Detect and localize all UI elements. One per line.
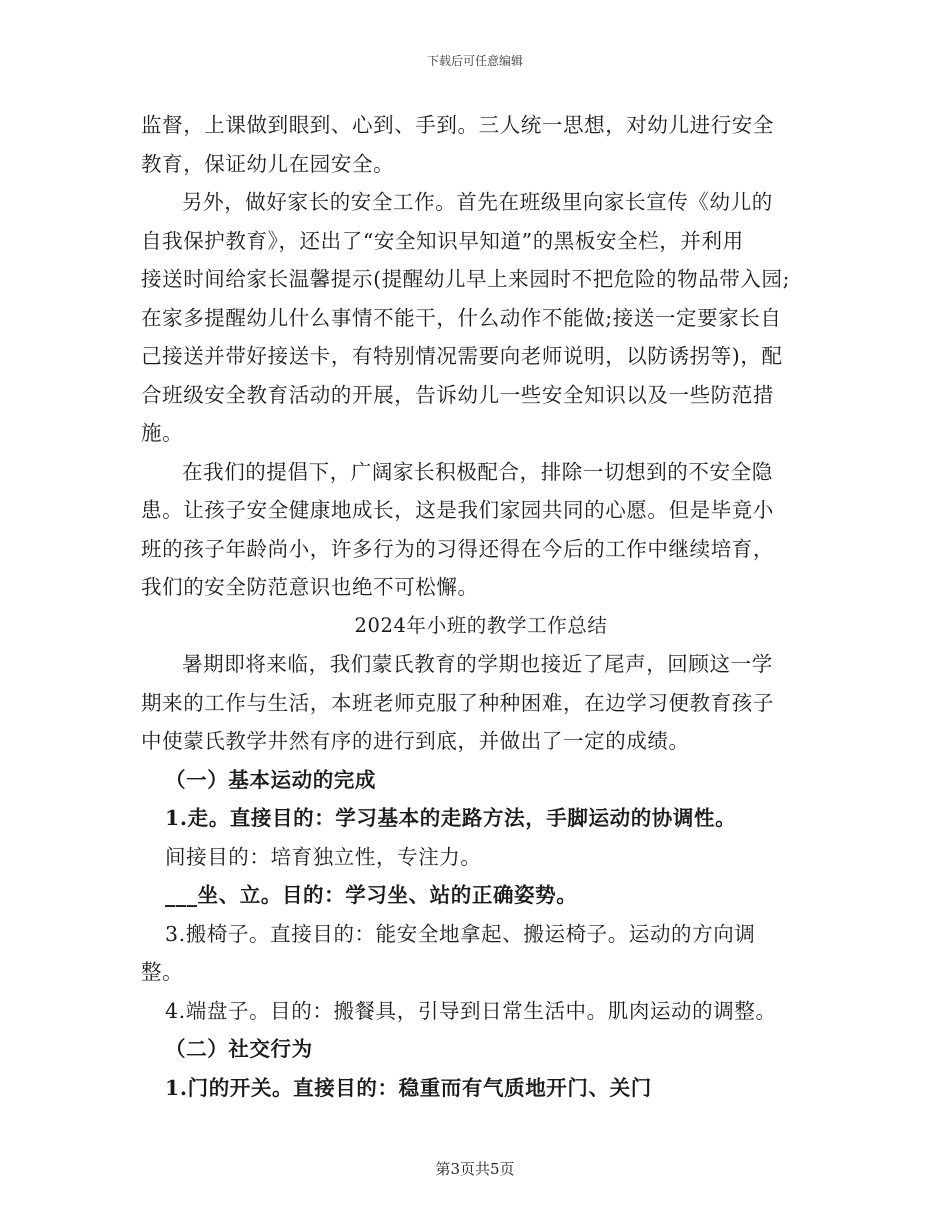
- paragraph-line: 暑期即将来临，我们蒙氏教育的学期也接近了尾声，回顾这一学: [182, 652, 773, 676]
- paragraph-line: 接送时间给家长温馨提示(提醒幼儿早上来园时不把危险的物品带入园;: [141, 267, 791, 291]
- paragraph-line: 班的孩子年龄尚小，许多行为的习得还得在今后的工作中继续培育，: [141, 536, 774, 561]
- paragraph-line: 另外，做好家长的安全工作。首先在班级里向家长宣传《幼儿的: [182, 190, 773, 214]
- page-footer: 第3页共5页: [435, 1160, 515, 1178]
- paragraph-line: 患。让孩子安全健康地成长，这是我们家园共同的心愿。但是毕竟小: [141, 498, 774, 522]
- paragraph-line: 教育，保证幼儿在园安全。: [141, 151, 395, 176]
- paragraph-line: 我们的安全防范意识也绝不可松懈。: [141, 575, 479, 599]
- document-body: [141, 106, 821, 1107]
- paragraph-line: 合班级安全教育活动的开展，告诉幼儿一些安全知识以及一些防范措: [141, 382, 774, 407]
- list-item-detail: 间接目的：培育独立性，专注力。: [165, 844, 482, 869]
- page-header: 下载后可任意编辑: [426, 54, 523, 68]
- section-title: 2024年小班的教学工作总结: [354, 613, 608, 637]
- paragraph-line: 监督，上课做到眼到、心到、手到。三人统一思想，对幼儿进行安全: [141, 113, 774, 137]
- paragraph-line: 期来的工作与生活，本班老师克服了种种困难，在边学习便教育孩子: [141, 690, 774, 715]
- list-item: 4.端盘子。目的：搬餐具，引导到日常生活中。肌肉运动的调整。: [165, 998, 777, 1023]
- paragraph-line: 在我们的提倡下，广阔家长积极配合，排除一切想到的不安全隐: [182, 459, 773, 484]
- paragraph-line: 己接送并带好接送卡，有特别情况需要向老师说明，以防诱拐等)，配: [141, 344, 783, 368]
- list-item: 1.走。直接目的：学习基本的走路方法，手脚运动的协调性。: [165, 806, 737, 830]
- paragraph-line: 自我保护教育》，还出了“安全知识早知道”的黑板安全栏，并利用: [141, 228, 744, 253]
- subsection-heading: （一）基本运动的完成: [165, 767, 376, 792]
- list-item: 1.门的开关。直接目的：稳重而有气质地开门、关门: [165, 1075, 652, 1100]
- list-item-continuation: 整。: [141, 960, 184, 984]
- paragraph-line: 施。: [141, 421, 184, 445]
- paragraph-line: 在家多提醒幼儿什么事情不能干，什么动作不能做;接送一定要家长自: [141, 305, 782, 330]
- subsection-heading: （二）社交行为: [165, 1037, 313, 1061]
- paragraph-line: 中使蒙氏教学井然有序的进行到底，并做出了一定的成绩。: [141, 729, 690, 753]
- list-item: 3.搬椅子。直接目的：能安全地拿起、搬运椅子。运动的方向调: [165, 921, 756, 946]
- list-item: ___坐、立。目的：学习坐、站的正确姿势。: [165, 883, 578, 907]
